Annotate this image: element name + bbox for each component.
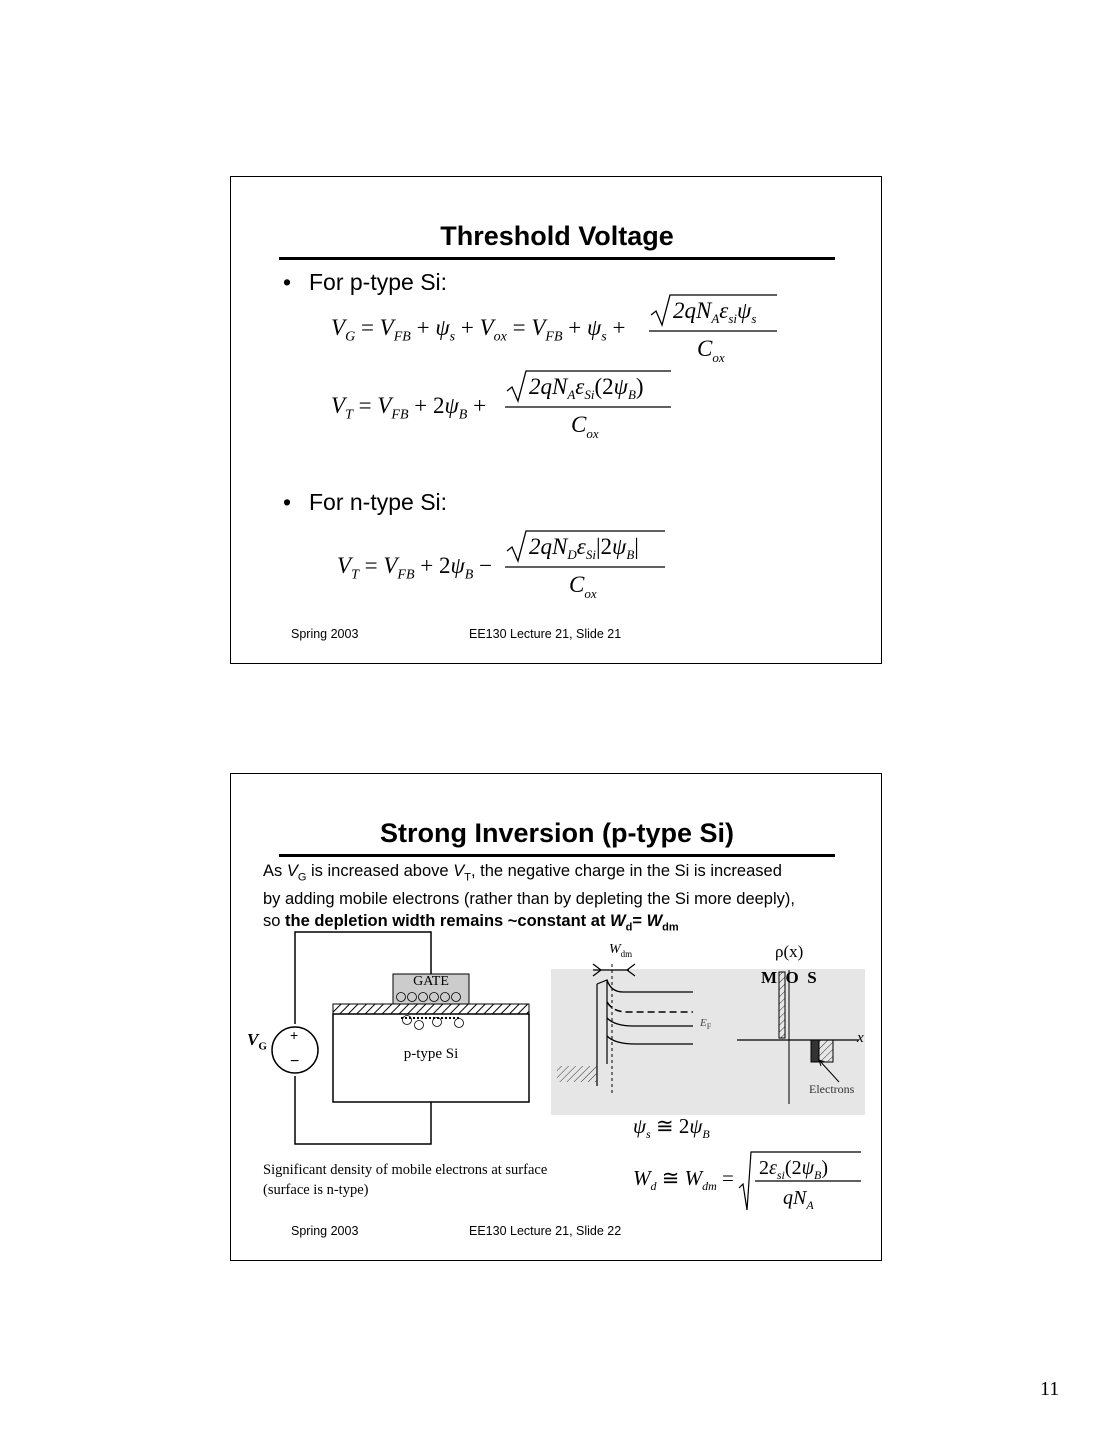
caption-line: Significant density of mobile electrons at surface [263,1162,548,1178]
wdm-symbol: W [609,942,621,957]
footer-date: Spring 2003 [291,627,359,641]
x-axis-label: x [857,1030,864,1046]
equation-vt-n: $V_T = V_{FB} + 2\psi_B$ − [337,553,493,583]
svg-text:2εsi(2ψB): $2\varepsilon_{si}(2\psi_B)$ [759,1157,829,1182]
para-vt-sub: T [464,871,471,884]
svg-text:Cox: $C_{ox}$ [571,412,599,441]
fraction-vt-p [505,365,675,445]
wdm-marker-label [609,942,632,959]
svg-text:qNA: $qN_A$ [783,1187,814,1212]
bullet-text: For p-type Si: [309,269,448,295]
para-text: so [263,912,286,931]
svg-text:2qNAεSi(2ψB): $2qN_A\varepsilon_{Si}(2\psi_B)$ [529,374,644,402]
depletion-charge [819,1040,833,1062]
rho-label: ρ(x) [775,942,804,961]
equation-psi-s: $\psi_s$ ≅ $2\psi_B$ [633,1114,710,1142]
bullet-p-type: • For p-type Si: [283,269,448,295]
svg-text:+: + [290,1027,299,1043]
para-wdm: W [646,912,663,931]
footer-course: EE130 Lecture 21, Slide 21 [469,627,622,641]
mos-labels: M O S [761,968,817,987]
caption [263,1160,547,1200]
para-text: , the negative charge in the Si is increased [470,862,782,880]
footer-date: Spring 2003 [291,1224,359,1238]
equation-vt-p: $V_T = V_{FB} + 2\psi_B$ + [331,393,487,423]
svg-text:−: − [290,1053,300,1070]
bullet-text: For n-type Si: [309,489,448,515]
gate-label: GATE [413,974,449,989]
title-underline [279,257,835,260]
svg-text:Cox: $C_{ox}$ [697,336,725,365]
oxide-layer [333,1004,529,1014]
page-number: 11 [1040,1378,1060,1400]
electron-charge [811,1040,819,1062]
fraction-vt-n [505,525,675,605]
substrate-label: p-type Si [403,1046,459,1062]
metal-hatch [557,1066,597,1082]
vg-sub: G [258,1040,267,1053]
ef-label [700,1017,711,1031]
svg-text:Cox: $C_{ox}$ [569,572,597,601]
ef-sub: F [706,1022,712,1032]
vg-source-label [247,1030,267,1052]
svg-text:2qNAεsiψs: $2qN_A\varepsilon_{si}\psi_s$ [673,298,757,326]
vg-symbol: V [247,1030,259,1049]
slide-title: Threshold Voltage [440,221,674,251]
bullet-n-type: • For n-type Si: [283,489,448,515]
para-eq: = [632,912,647,931]
slide-title: Strong Inversion (p-type Si) [379,818,735,848]
electrons-label: Electrons [809,1082,855,1096]
para-text: is increased above [306,862,454,880]
fraction-vg [649,289,789,369]
footer-course: EE130 Lecture 21, Slide 22 [469,1224,622,1238]
equation-vg: $V_G = V_{FB} + \psi_s + V_{ox} = V_{FB} + \psi_s$ + [331,315,626,345]
para-bold: the depletion width remains ~constant at [285,912,611,931]
caption-line: (surface is n-type) [263,1182,369,1198]
fraction-wd [737,1148,867,1216]
equation-wd: $W_d$ ≅ $W_{dm}$ = [633,1166,734,1194]
ef-symbol: E [700,1017,707,1029]
para-vg: V [286,862,298,880]
para-vt: V [453,862,465,880]
slide-strong-inversion [230,773,882,1261]
para-wdm-sub: dm [662,921,679,934]
para-wd-sub: d [625,921,633,934]
para-text: As [263,862,287,880]
wdm-sub: dm [620,948,633,959]
svg-text:2qNDεSi|2ψB|: $2qN_D\varepsilon_{Si}|2\psi_B|$ [529,534,639,562]
slide-threshold-voltage [230,176,882,664]
para-text: by adding mobile electrons (rather than by depleting the Si more deeply), [263,890,795,909]
para-vg-sub: G [297,871,307,884]
para-wd: W [610,912,626,931]
